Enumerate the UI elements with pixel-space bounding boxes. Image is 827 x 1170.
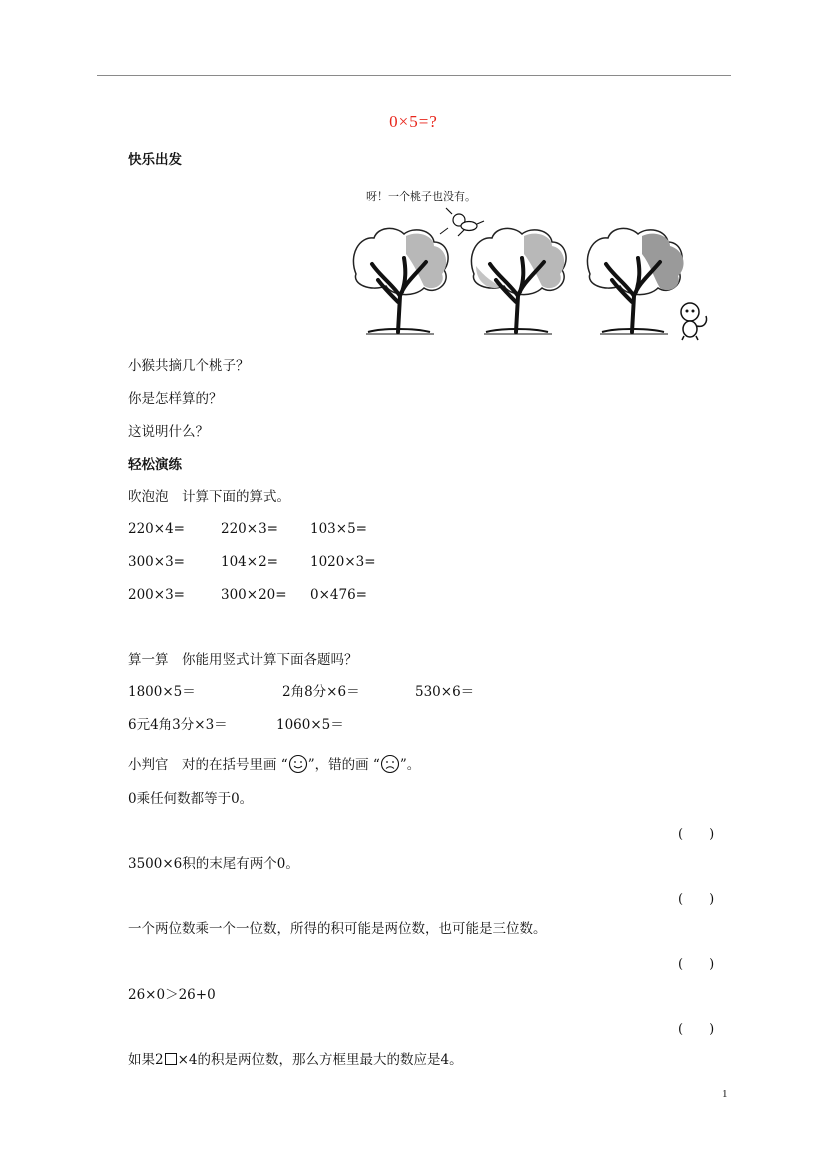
calc-expr: 1060×5＝	[276, 717, 344, 733]
expr: 200×3=	[128, 587, 185, 603]
blank-square-icon	[165, 1053, 177, 1065]
judge-item-5-a: 如果2	[128, 1052, 164, 1068]
tree-icon	[353, 228, 448, 334]
judge-label-b: ”，错的画 “	[307, 757, 380, 773]
tree-icon	[471, 228, 566, 334]
monkey-icon	[681, 303, 707, 340]
calc-expr: 530×6＝	[415, 684, 475, 700]
expr: 1020×3=	[310, 554, 376, 570]
tree-icon	[587, 228, 683, 334]
flying-monkey-icon	[440, 208, 484, 236]
expr: 103×5=	[310, 521, 367, 537]
bubble-label: 吹泡泡 计算下面的算式。	[128, 489, 290, 505]
question-1: 小猴共摘几个桃子？	[128, 358, 250, 374]
judge-item-3: 一个两位数乘一个一位数，所得的积可能是两位数，也可能是三位数。	[128, 921, 547, 937]
calc-expr: 6元4角3分×3＝	[128, 717, 228, 733]
answer-paren[interactable]: ( )	[678, 827, 715, 842]
answer-paren[interactable]: ( )	[678, 1022, 715, 1037]
judge-item-1: 0乘任何数都等于0。	[128, 791, 254, 807]
expr: 300×3=	[128, 554, 185, 570]
judge-label	[128, 754, 420, 774]
expr: 300×20=	[221, 587, 287, 603]
sad-face-icon	[380, 754, 400, 774]
page-title: 0×5=?	[389, 112, 438, 131]
question-3: 这说明什么？	[128, 424, 209, 440]
judge-item-2: 3500×6积的末尾有两个0。	[128, 856, 299, 872]
judge-label-a: 小判官 对的在括号里画 “	[128, 757, 288, 773]
judge-item-4: 26×0＞26+0	[128, 987, 216, 1003]
calc-expr: 1800×5＝	[128, 684, 196, 700]
expr: 104×2=	[221, 554, 278, 570]
expr: 0×476=	[310, 587, 367, 603]
judge-label-c: ”。	[399, 757, 421, 773]
section-heading-practice: 轻松演练	[128, 457, 182, 473]
section-heading-start: 快乐出发	[128, 152, 182, 168]
trees-monkey-illustration	[348, 184, 720, 342]
answer-paren[interactable]: ( )	[678, 892, 715, 907]
judge-item-5-b: ×4的积是两位数，那么方框里最大的数应是4。	[177, 1052, 463, 1068]
judge-item-5	[128, 1051, 463, 1069]
page-number: 1	[722, 1088, 728, 1100]
expr: 220×4=	[128, 521, 185, 537]
calc-expr: 2角8分×6＝	[282, 684, 360, 700]
calc-label: 算一算 你能用竖式计算下面各题吗？	[128, 652, 358, 668]
header-rule	[97, 75, 731, 76]
answer-paren[interactable]: ( )	[678, 957, 715, 972]
expr: 220×3=	[221, 521, 278, 537]
speech-text: 呀！一个桃子也没有。	[366, 190, 476, 203]
question-2: 你是怎样算的？	[128, 391, 223, 407]
smile-face-icon	[288, 754, 308, 774]
